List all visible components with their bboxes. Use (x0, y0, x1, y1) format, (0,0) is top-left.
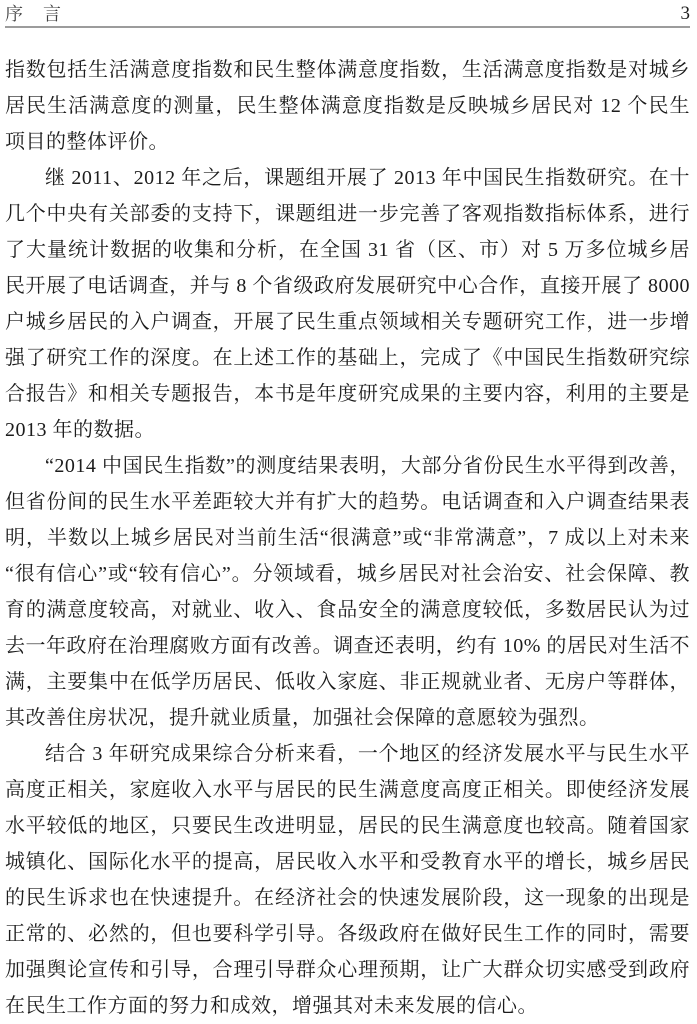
page-body (5, 52, 690, 1024)
paragraph-index-definition: 指数包括生活满意度指数和民生整体满意度指数，生活满意度指数是对城乡居民生活满意度的测量，民生整体满意度指数是反映城乡居民对 12 个民生项目的整体评价。 (5, 59, 690, 153)
paragraph-three-year-analysis: 结合 3 年研究成果综合分析来看，一个地区的经济发展水平与民生水平高度正相关，家庭收入水平与居民的民生满意度高度正相关。即使经济发展水平较低的地区，只要民生改进明显，居民的民生满意度也较高。随着国家城镇化、国际化水平的提高，居民收入水平和受教育水平的增长，城乡居民的民生诉求也在快速提升。在经济社会的快速发展阶段，这一现象的出现是正常的、必然的，但也要科学引导。各级政府在做好民生工作的同时，需要加强舆论宣传和引导，合理引导群众心理预期，让广大群众切实感受到政府在民生工作方面的努力和成效，增强其对未来发展的信心。 (5, 743, 690, 1017)
paragraph-research-overview: 继 2011、2012 年之后，课题组开展了 2013 年中国民生指数研究。在十几个中央有关部委的支持下，课题组进一步完善了客观指数指标体系，进行了大量统计数据的收集和分析，在全国 31 省（区、市）对 5 万多位城乡居民开展了电话调查，并与 8 个省级政府发展研究中心合作，直接开展了 8000 户城乡居民的入户调查，开展了民生重点领域相关专题研究工作，进一步增强了研究工作的深度。在上述工作的基础上，完成了《中国民生指数研究综合报告》和相关专题报告，本书是年度研究成果的主要内容，利用的主要是 2013 年的数据。 (5, 167, 690, 441)
running-head-title: 序 言 (5, 4, 62, 24)
page-number: 3 (680, 3, 690, 24)
page-header (5, 2, 690, 28)
paragraph-2014-index-results: “2014 中国民生指数”的测度结果表明，大部分省份民生水平得到改善，但省份间的民生水平差距较大并有扩大的趋势。电话调查和入户调查结果表明，半数以上城乡居民对当前生活“很满意”或“非常满意”，7 成以上对未来“很有信心”或“较有信心”。分领域看，城乡居民对社会治安、社会保障、教育的满意度较高，对就业、收入、食品安全的满意度较低，多数居民认为过去一年政府在治理腐败方面有改善。调查还表明，约有 10% 的居民对生活不满，主要集中在低学历居民、低收入家庭、非正规就业者、无房户等群体，其改善住房状况，提升就业质量，加强社会保障的意愿较为强烈。 (5, 455, 690, 729)
